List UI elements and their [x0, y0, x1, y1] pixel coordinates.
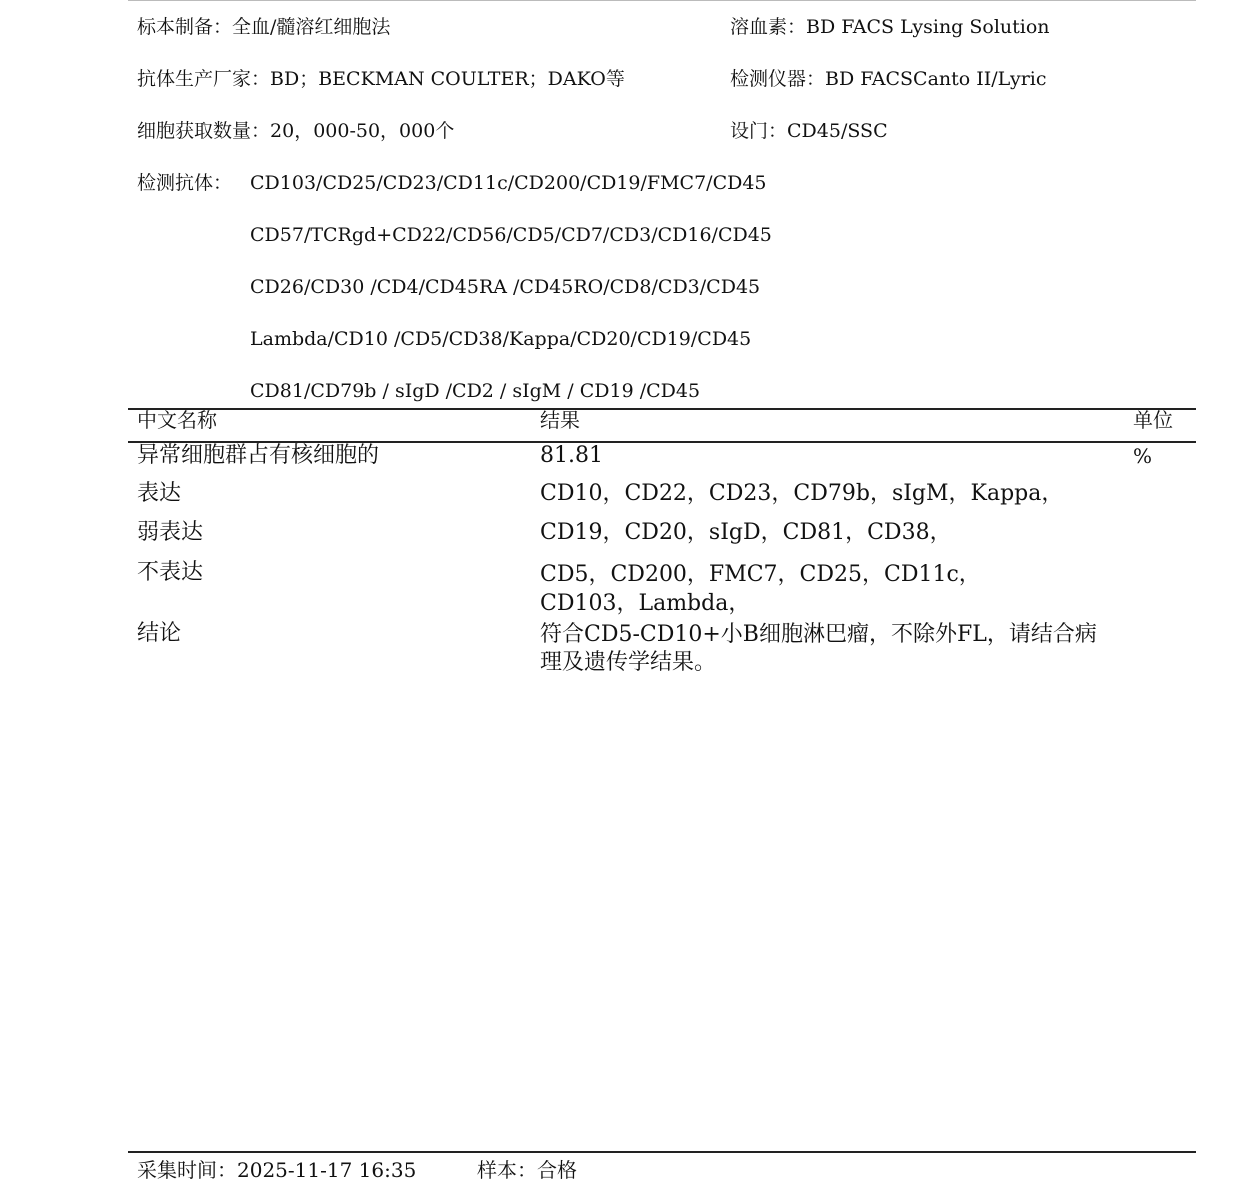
- lysing-field: [730, 15, 1050, 39]
- manufacturer-field: [137, 67, 625, 91]
- antibody-panel: Lambda/CD10 /CD5/CD38/Kappa/CD20/CD19/CD45: [250, 328, 752, 350]
- sample-status-field: [477, 1158, 577, 1182]
- row-name: 异常细胞群占有核细胞的: [137, 443, 380, 468]
- cell-count-value: 20，000-50，000个: [270, 120, 455, 142]
- antibody-label: 检测抗体：: [137, 172, 233, 194]
- cell-count-label: 细胞获取数量：: [137, 120, 271, 142]
- prep-label: 标本制备：: [137, 16, 233, 38]
- header-result: 结果: [540, 408, 580, 432]
- header-name: 中文名称: [137, 408, 217, 432]
- prep-value: 全血/髓溶红细胞法: [232, 16, 391, 38]
- collection-time-value: 2025-11-17 16:35: [237, 1158, 417, 1182]
- row-result: 81.81: [540, 443, 603, 468]
- collection-time-field: [137, 1158, 416, 1182]
- antibody-panel: CD57/TCRgd+CD22/CD56/CD5/CD7/CD3/CD16/CD45: [250, 224, 772, 246]
- antibody-panel: CD26/CD30 /CD4/CD45RA /CD45RO/CD8/CD3/CD45: [250, 276, 761, 298]
- gate-field: [730, 119, 888, 143]
- manufacturer-value: BD；BECKMAN COULTER；DAKO等: [270, 68, 625, 90]
- table-header-top-rule: [128, 408, 1196, 410]
- gate-label: 设门：: [730, 120, 788, 142]
- instrument-value: BD FACSCanto II/Lyric: [825, 68, 1047, 90]
- row-name: 表达: [137, 481, 182, 506]
- sample-status-label: 样本：: [477, 1158, 537, 1182]
- footer-rule: [128, 1151, 1196, 1153]
- header-unit: 单位: [1133, 408, 1173, 432]
- row-result: CD5，CD200，FMC7，CD25，CD11c，CD103，Lambda，: [540, 562, 981, 616]
- row-result: CD19，CD20，sIgD，CD81，CD38，: [540, 520, 952, 545]
- row-name: 结论: [137, 621, 182, 646]
- row-name: 弱表达: [137, 520, 204, 545]
- antibody-panel: CD103/CD25/CD23/CD11c/CD200/CD19/FMC7/CD45: [250, 172, 767, 194]
- collection-time-label: 采集时间：: [137, 1158, 237, 1182]
- manufacturer-label: 抗体生产厂家：: [137, 68, 271, 90]
- instrument-field: [730, 67, 1047, 91]
- lysing-label: 溶血素：: [730, 16, 807, 38]
- cell-count-field: [137, 119, 454, 143]
- instrument-label: 检测仪器：: [730, 68, 826, 90]
- sample-status-value: 合格: [537, 1158, 577, 1182]
- lysing-value: BD FACS Lysing Solution: [806, 16, 1050, 38]
- row-result: 符合CD5-CD10+小B细胞淋巴瘤，不除外FL，请结合病理及遗传学结果。: [540, 622, 1097, 675]
- row-result: CD10，CD22，CD23，CD79b，sIgM，Kappa，: [540, 481, 1064, 506]
- antibody-panel: CD81/CD79b / sIgD /CD2 / sIgM / CD19 /CD45: [250, 380, 701, 402]
- top-rule: [128, 0, 1196, 1]
- row-name: 不表达: [137, 560, 204, 585]
- prep-field: [137, 15, 390, 39]
- row-unit: %: [1133, 444, 1153, 468]
- gate-value: CD45/SSC: [787, 120, 888, 142]
